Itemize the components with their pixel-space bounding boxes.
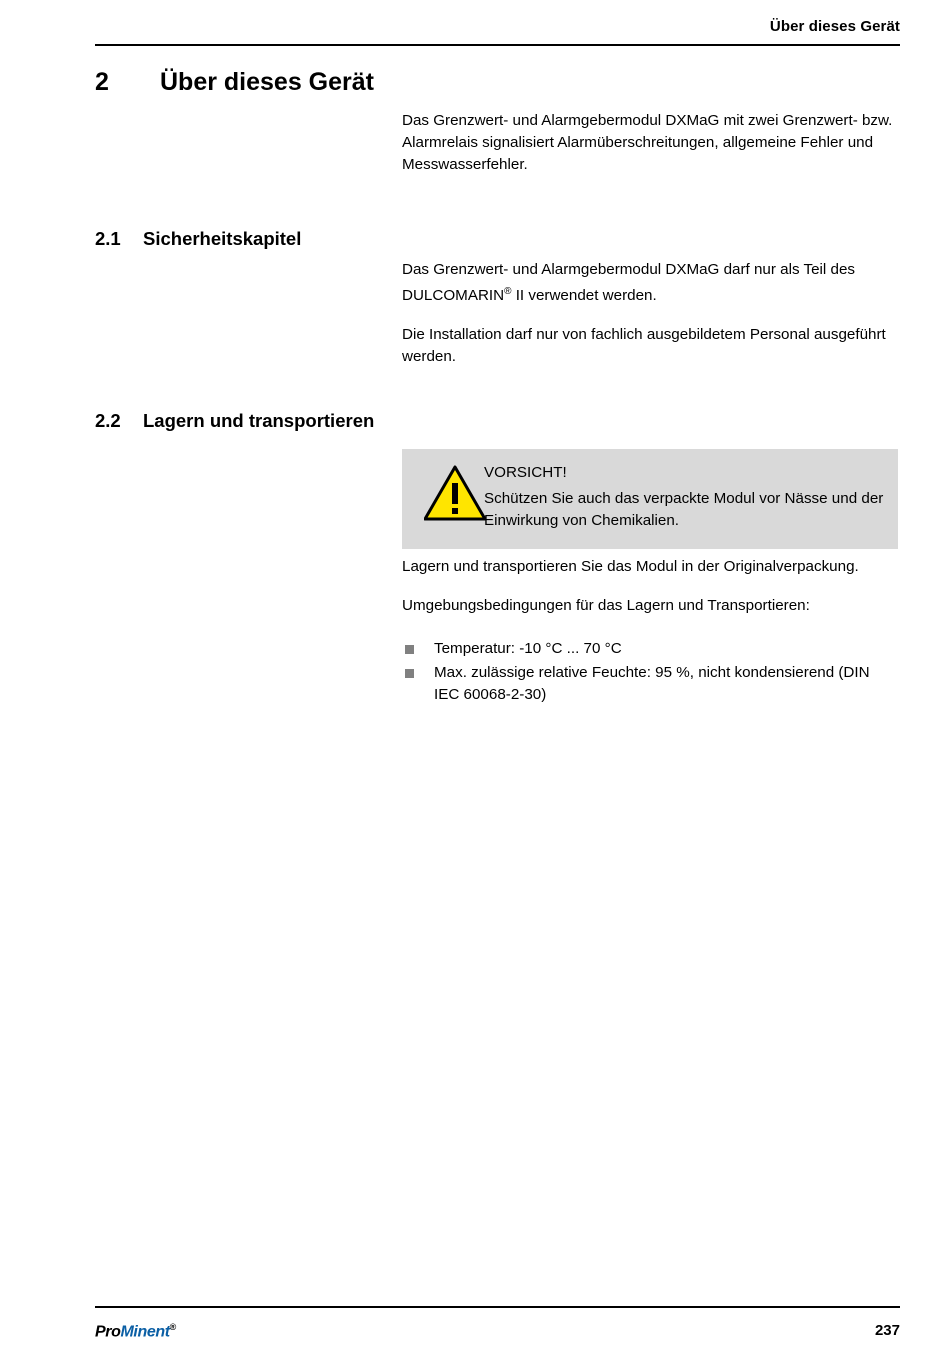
page-header-title: Über dieses Gerät <box>769 18 900 35</box>
storage-conditions-list <box>402 638 898 708</box>
section-number-2-1: 2.1 <box>95 228 121 249</box>
section-2-1-paragraph-1-part-a: Das Grenzwert- und Alarmgebermodul DXMaG darf nur als Teil des DULCOMARIN <box>402 261 856 305</box>
caution-box <box>402 449 898 549</box>
registered-mark-icon: ® <box>504 286 512 297</box>
section-title-2-1: Sicherheitskapitel <box>143 228 302 249</box>
page-number: 237 <box>874 1322 900 1339</box>
caution-title: VORSICHT! <box>484 464 567 481</box>
caution-text-block <box>484 462 884 532</box>
section-number-2-2: 2.2 <box>95 410 121 431</box>
chapter-title: Über dieses Gerät <box>160 68 374 96</box>
list-item-label: Max. zulässige relative Feuchte: 95 %, nicht kondensierend (DIN IEC 60068-2-30) <box>434 664 870 703</box>
list-item-label: Temperatur: -10 °C ... 70 °C <box>434 640 622 657</box>
chapter-intro <box>402 110 898 193</box>
section-2-2-body <box>402 556 898 634</box>
chapter-number: 2 <box>95 68 109 96</box>
section-2-2-paragraph-2: Umgebungsbedingungen für das Lagern und Transportieren: <box>402 597 810 614</box>
header-divider <box>95 44 900 46</box>
square-bullet-icon <box>405 669 414 678</box>
section-2-1-paragraph-2: Die Installation darf nur von fachlich ausgebildetem Personal ausgeführt werden. <box>402 326 886 366</box>
section-2-2-paragraph-1: Lagern und transportieren Sie das Modul in der Originalverpackung. <box>402 558 859 575</box>
list-item <box>402 662 898 706</box>
footer-divider <box>95 1306 900 1308</box>
chapter-intro-paragraph: Das Grenzwert- und Alarmgebermodul DXMaG mit zwei Grenzwert- bzw. Alarmrelais signalisiert Alarmüberschreitungen, allgemeine Fehler und Messwasserfehler. <box>402 112 893 173</box>
square-bullet-icon <box>405 645 414 654</box>
section-2-1-paragraph-1 <box>402 259 898 307</box>
section-2-1-body <box>402 259 898 385</box>
caution-body: Schützen Sie auch das verpackte Modul vor Nässe und der Einwirkung von Chemikalien. <box>484 490 884 529</box>
logo-registered-icon: ® <box>169 1322 176 1332</box>
logo-text-pro: Pro <box>95 1323 121 1341</box>
section-2-1-paragraph-1-part-b: II verwendet werden. <box>511 287 657 305</box>
list-item <box>402 638 898 660</box>
section-title-2-2: Lagern und transportieren <box>143 410 375 431</box>
logo-text-minent: Minent <box>120 1323 170 1341</box>
warning-triangle-icon <box>424 465 486 521</box>
